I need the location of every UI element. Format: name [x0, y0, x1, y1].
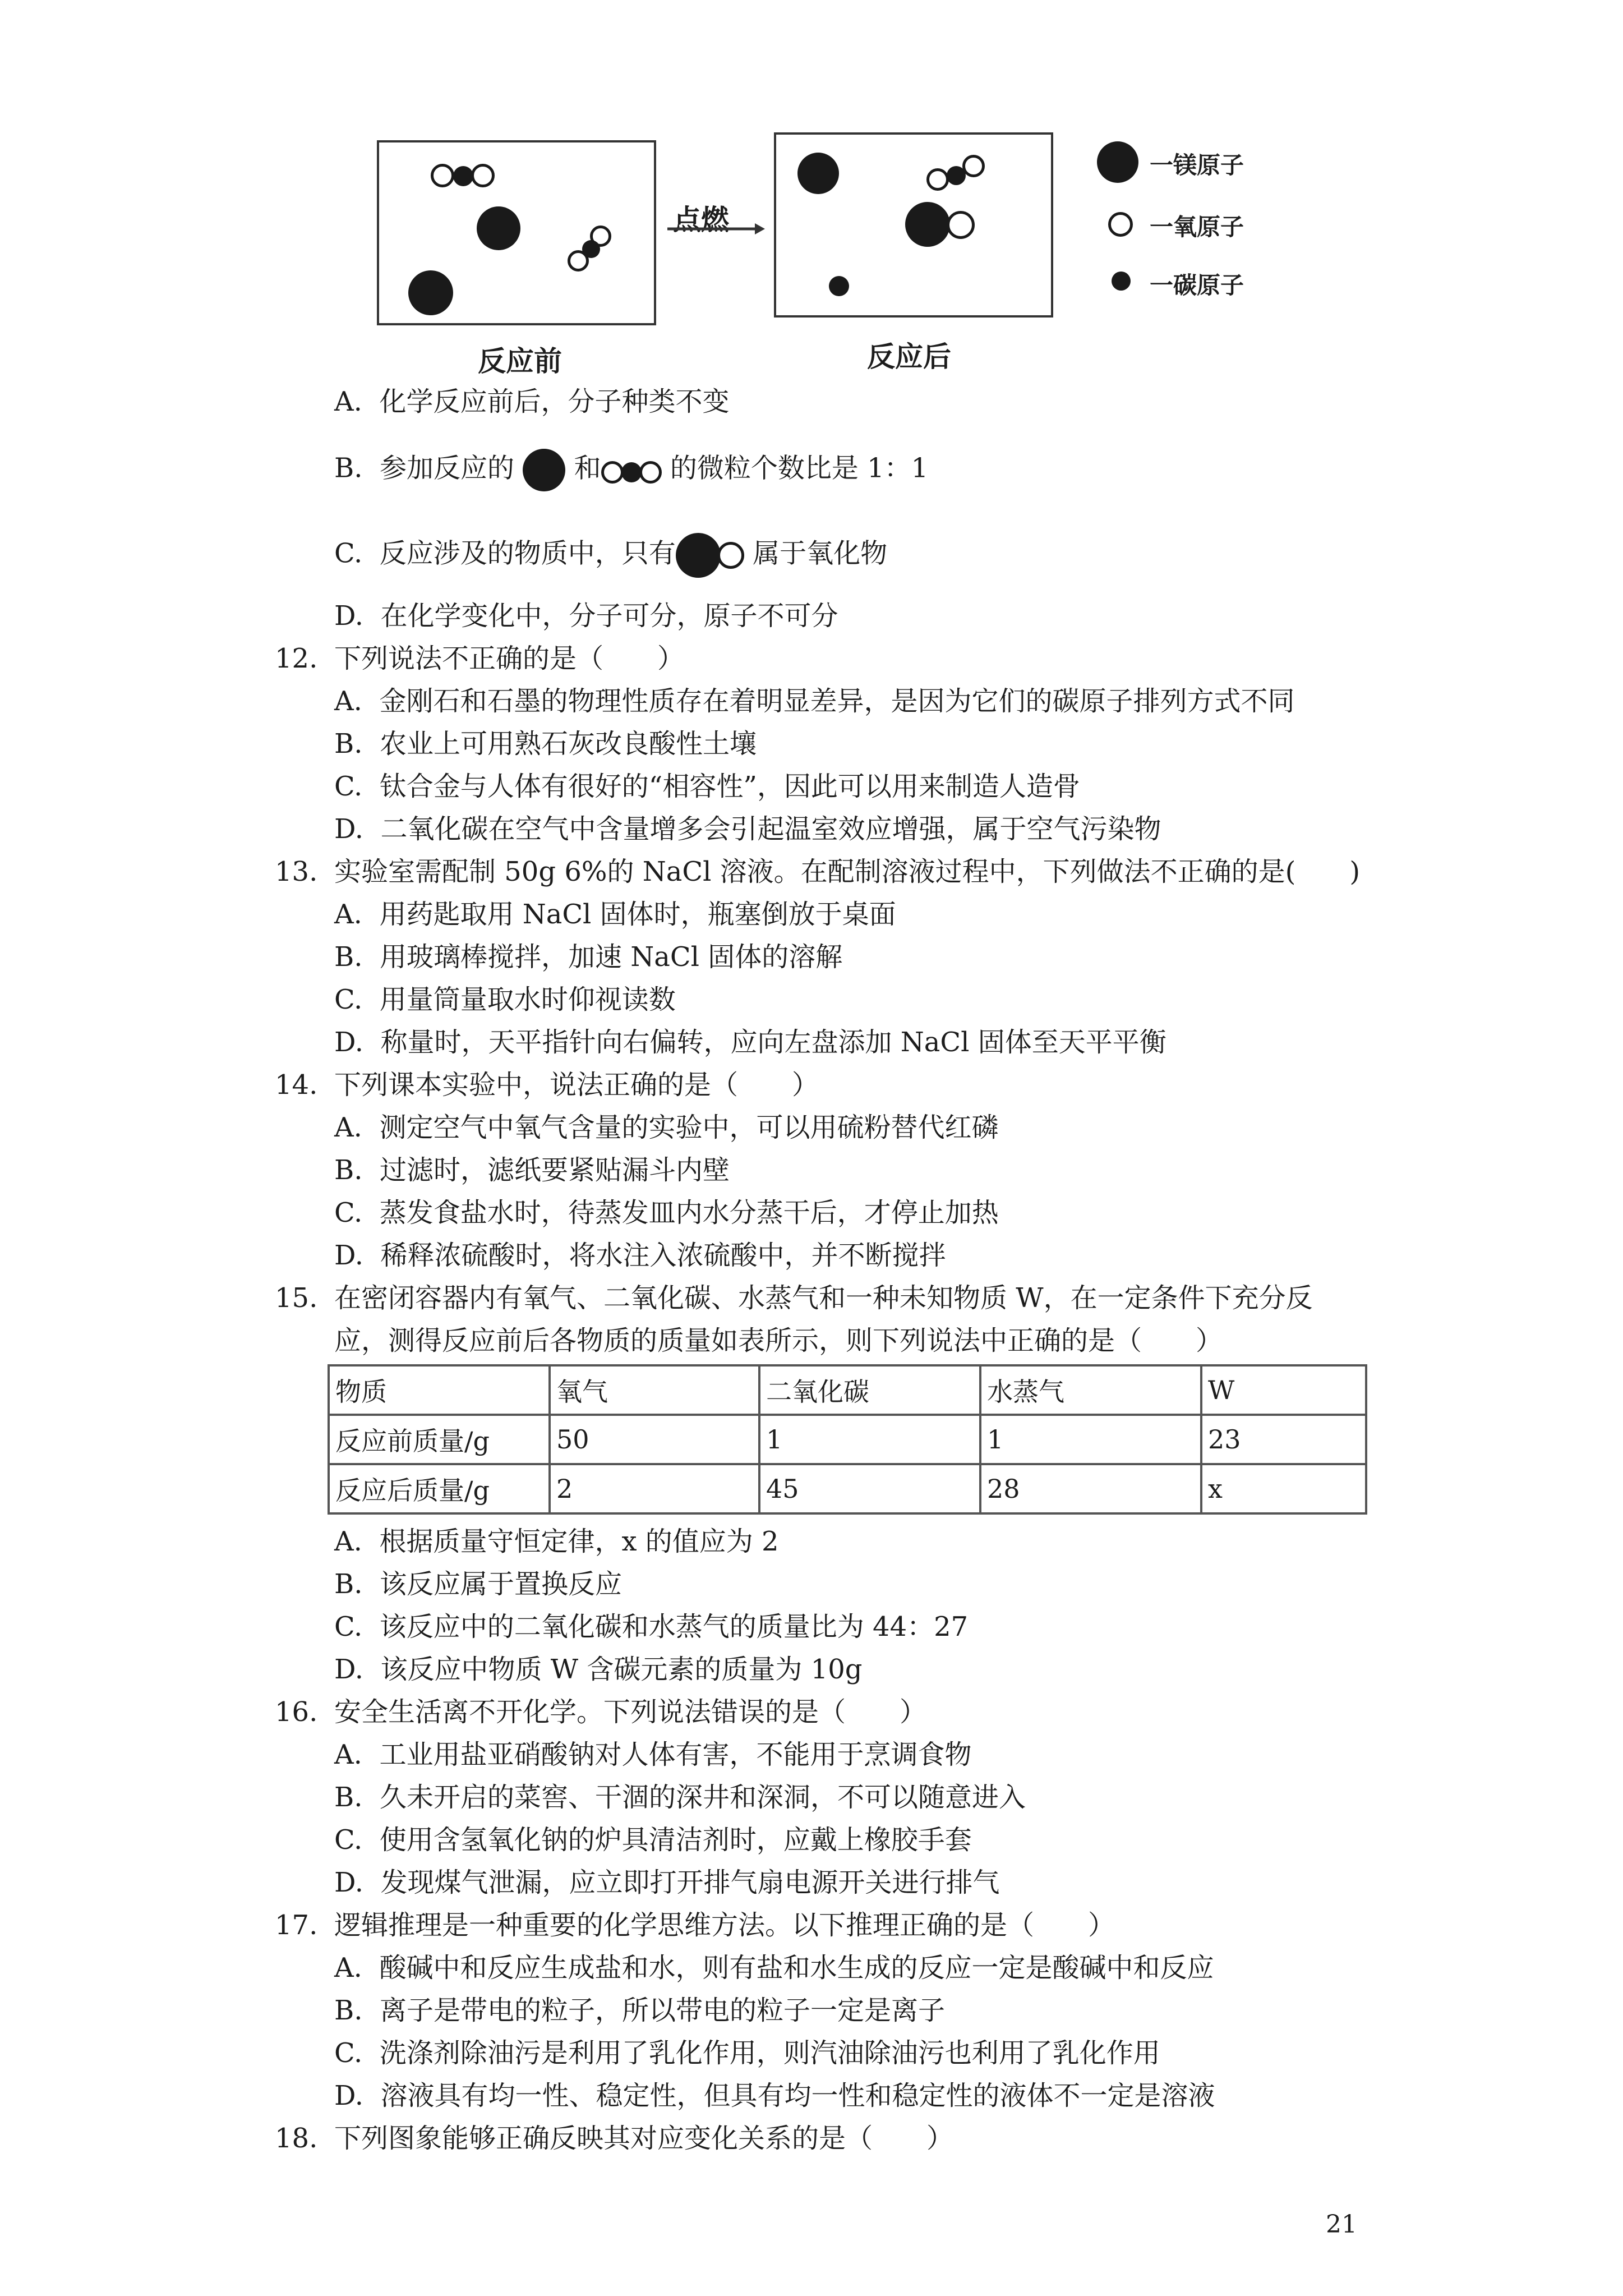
q13-number: 13.: [275, 856, 318, 887]
legend-carbon: 一碳原子: [1150, 272, 1244, 299]
q17-stem: 逻辑推理是一种重要的化学思维方法。以下推理正确的是（ ）: [334, 1910, 1115, 1941]
co2-molecule-icon: [601, 453, 662, 487]
q12-option-b: B. 农业上可用熟石灰改良酸性土壤: [334, 728, 757, 760]
q14-option-c: C. 蒸发食盐水时，待蒸发皿内水分蒸干后，才停止加热: [334, 1197, 999, 1228]
oxygen-atom: [926, 168, 949, 191]
q17-number: 17.: [275, 1910, 318, 1941]
table-header-row: [329, 1365, 1366, 1415]
oxygen-atom: [431, 164, 454, 187]
q16-stem: 安全生活离不开化学。下列说法错误的是（ ）: [334, 1696, 927, 1728]
page-number: 21: [1326, 2210, 1357, 2239]
after-label: 反应后: [867, 341, 951, 373]
reaction-arrow: [665, 218, 766, 240]
q17-option-a: A. 酸碱中和反应生成盐和水，则有盐和水生成的反应一定是酸碱中和反应: [334, 1952, 1214, 1984]
q18-number: 18.: [275, 2123, 318, 2154]
q13-option-c: C. 用量筒量取水时仰视读数: [334, 984, 676, 1015]
carbon-atom: [453, 166, 473, 186]
table-row: [329, 1464, 1366, 1513]
oxygen-atom: [471, 164, 495, 187]
before-label: 反应前: [478, 345, 562, 378]
q15-option-a: A. 根据质量守恒定律，x 的值应为 2: [334, 1526, 779, 1557]
q11-option-a: A. 化学反应前后，分子种类不变: [334, 386, 730, 417]
table-cell: x: [1201, 1464, 1366, 1513]
q14-option-d: D. 稀释浓硫酸时，将水注入浓硫酸中，并不断搅拌: [334, 1240, 946, 1271]
q14-number: 14.: [275, 1069, 318, 1101]
table-cell: 水蒸气: [980, 1365, 1201, 1415]
table-cell: 28: [980, 1464, 1201, 1513]
q17-option-c: C. 洗涤剂除油污是利用了乳化作用，则汽油除油污也利用了乳化作用: [334, 2037, 1160, 2069]
q16-option-c: C. 使用含氢氧化钠的炉具清洁剂时，应戴上橡胶手套: [334, 1824, 972, 1856]
oxygen-atom: [568, 250, 589, 272]
oxygen-atom: [962, 155, 985, 177]
q15-mass-table: [328, 1364, 1367, 1515]
q14-stem: 下列课本实验中，说法正确的是（ ）: [334, 1069, 819, 1101]
table-cell: 2: [550, 1464, 759, 1513]
table-cell: 反应前质量/g: [329, 1415, 550, 1464]
q18-stem: 下列图象能够正确反映其对应变化关系的是（ ）: [334, 2123, 954, 2154]
legend-magnesium: 一镁原子: [1150, 151, 1244, 179]
q16-option-d: D. 发现煤气泄漏，应立即打开排气扇电源开关进行排气: [334, 1867, 1000, 1898]
q17-option-d: D. 溶液具有均一性、稳定性，但具有均一性和稳定性的液体不一定是溶液: [334, 2080, 1215, 2111]
q12-option-d: D. 二氧化碳在空气中含量增多会引起温室效应增强，属于空气污染物: [334, 813, 1161, 845]
q13-option-a: A. 用药匙取用 NaCl 固体时，瓶塞倒放于桌面: [334, 899, 896, 930]
table-cell: 氧气: [550, 1365, 759, 1415]
q12-stem: 下列说法不正确的是（ ）: [334, 643, 685, 674]
magnesium-atom-icon: [523, 449, 565, 491]
q12-option-a: A. 金刚石和石墨的物理性质存在着明显差异，是因为它们的碳原子排列方式不同: [334, 685, 1295, 717]
table-cell: 45: [759, 1464, 980, 1513]
q12-number: 12.: [275, 643, 318, 674]
q14-option-a: A. 测定空气中氧气含量的实验中，可以用硫粉替代红磷: [334, 1112, 999, 1143]
table-cell: 1: [980, 1415, 1201, 1464]
q16-option-a: A. 工业用盐亚硝酸钠对人体有害，不能用于烹调食物: [334, 1739, 972, 1770]
q13-stem: 实验室需配制 50g 6%的 NaCl 溶液。在配制溶液过程中，下列做法不正确的是( ): [334, 856, 1361, 887]
magnesium-atom: [477, 206, 520, 250]
q11-option-d: D. 在化学变化中，分子可分，原子不可分: [334, 600, 838, 632]
q15-option-d: D. 该反应中物质 W 含碳元素的质量为 10g: [334, 1654, 863, 1685]
q13-option-b: B. 用玻璃棒搅拌，加速 NaCl 固体的溶解: [334, 941, 843, 973]
table-cell: 1: [759, 1415, 980, 1464]
q17-option-b: B. 离子是带电的粒子，所以带电的粒子一定是离子: [334, 1995, 946, 2026]
carbon-atom: [829, 276, 849, 296]
mgo-molecule-icon: [676, 533, 744, 578]
magnesium-atom: [797, 153, 839, 194]
magnesium-atom: [905, 202, 950, 247]
q11-option-b: B. 参加反应的 和 的微粒个数比是 1：1: [334, 449, 928, 491]
table-cell: 50: [550, 1415, 759, 1464]
table-cell: 物质: [329, 1365, 550, 1415]
legend-oxygen: 一氧原子: [1150, 213, 1244, 241]
carbon-legend-icon: [1112, 272, 1131, 291]
magnesium-atom: [408, 270, 453, 315]
q15-option-c: C. 该反应中的二氧化碳和水蒸气的质量比为 44：27: [334, 1611, 969, 1642]
table-cell: 二氧化碳: [759, 1365, 980, 1415]
q12-option-c: C. 钛合金与人体有很好的“相容性”，因此可以用来制造人造骨: [334, 771, 1080, 802]
q15-stem-line2: 应，测得反应前后各物质的质量如表所示，则下列说法中正确的是（ ）: [334, 1325, 1223, 1356]
q15-stem-line1: 在密闭容器内有氧气、二氧化碳、水蒸气和一种未知物质 W，在一定条件下充分反: [334, 1282, 1313, 1314]
q16-option-b: B. 久未开启的菜窖、干涸的深井和深洞，不可以随意进入: [334, 1782, 1026, 1813]
table-cell: 23: [1201, 1415, 1366, 1464]
q13-option-d: D. 称量时，天平指针向右偏转，应向左盘添加 NaCl 固体至天平平衡: [334, 1027, 1166, 1058]
q15-option-b: B. 该反应属于置换反应: [334, 1568, 623, 1600]
q11-option-c: C. 反应涉及的物质中，只有 属于氧化物: [334, 533, 887, 578]
table-row: [329, 1415, 1366, 1464]
table-cell: W: [1201, 1365, 1366, 1415]
table-cell: 反应后质量/g: [329, 1464, 550, 1513]
q16-number: 16.: [275, 1696, 318, 1728]
oxygen-atom: [947, 211, 975, 239]
q14-option-b: B. 过滤时，滤纸要紧贴漏斗内壁: [334, 1154, 730, 1186]
magnesium-legend-icon: [1097, 141, 1138, 183]
arrow-label: 点燃: [673, 204, 729, 236]
q15-number: 15.: [275, 1282, 318, 1314]
oxygen-legend-icon: [1108, 212, 1133, 237]
